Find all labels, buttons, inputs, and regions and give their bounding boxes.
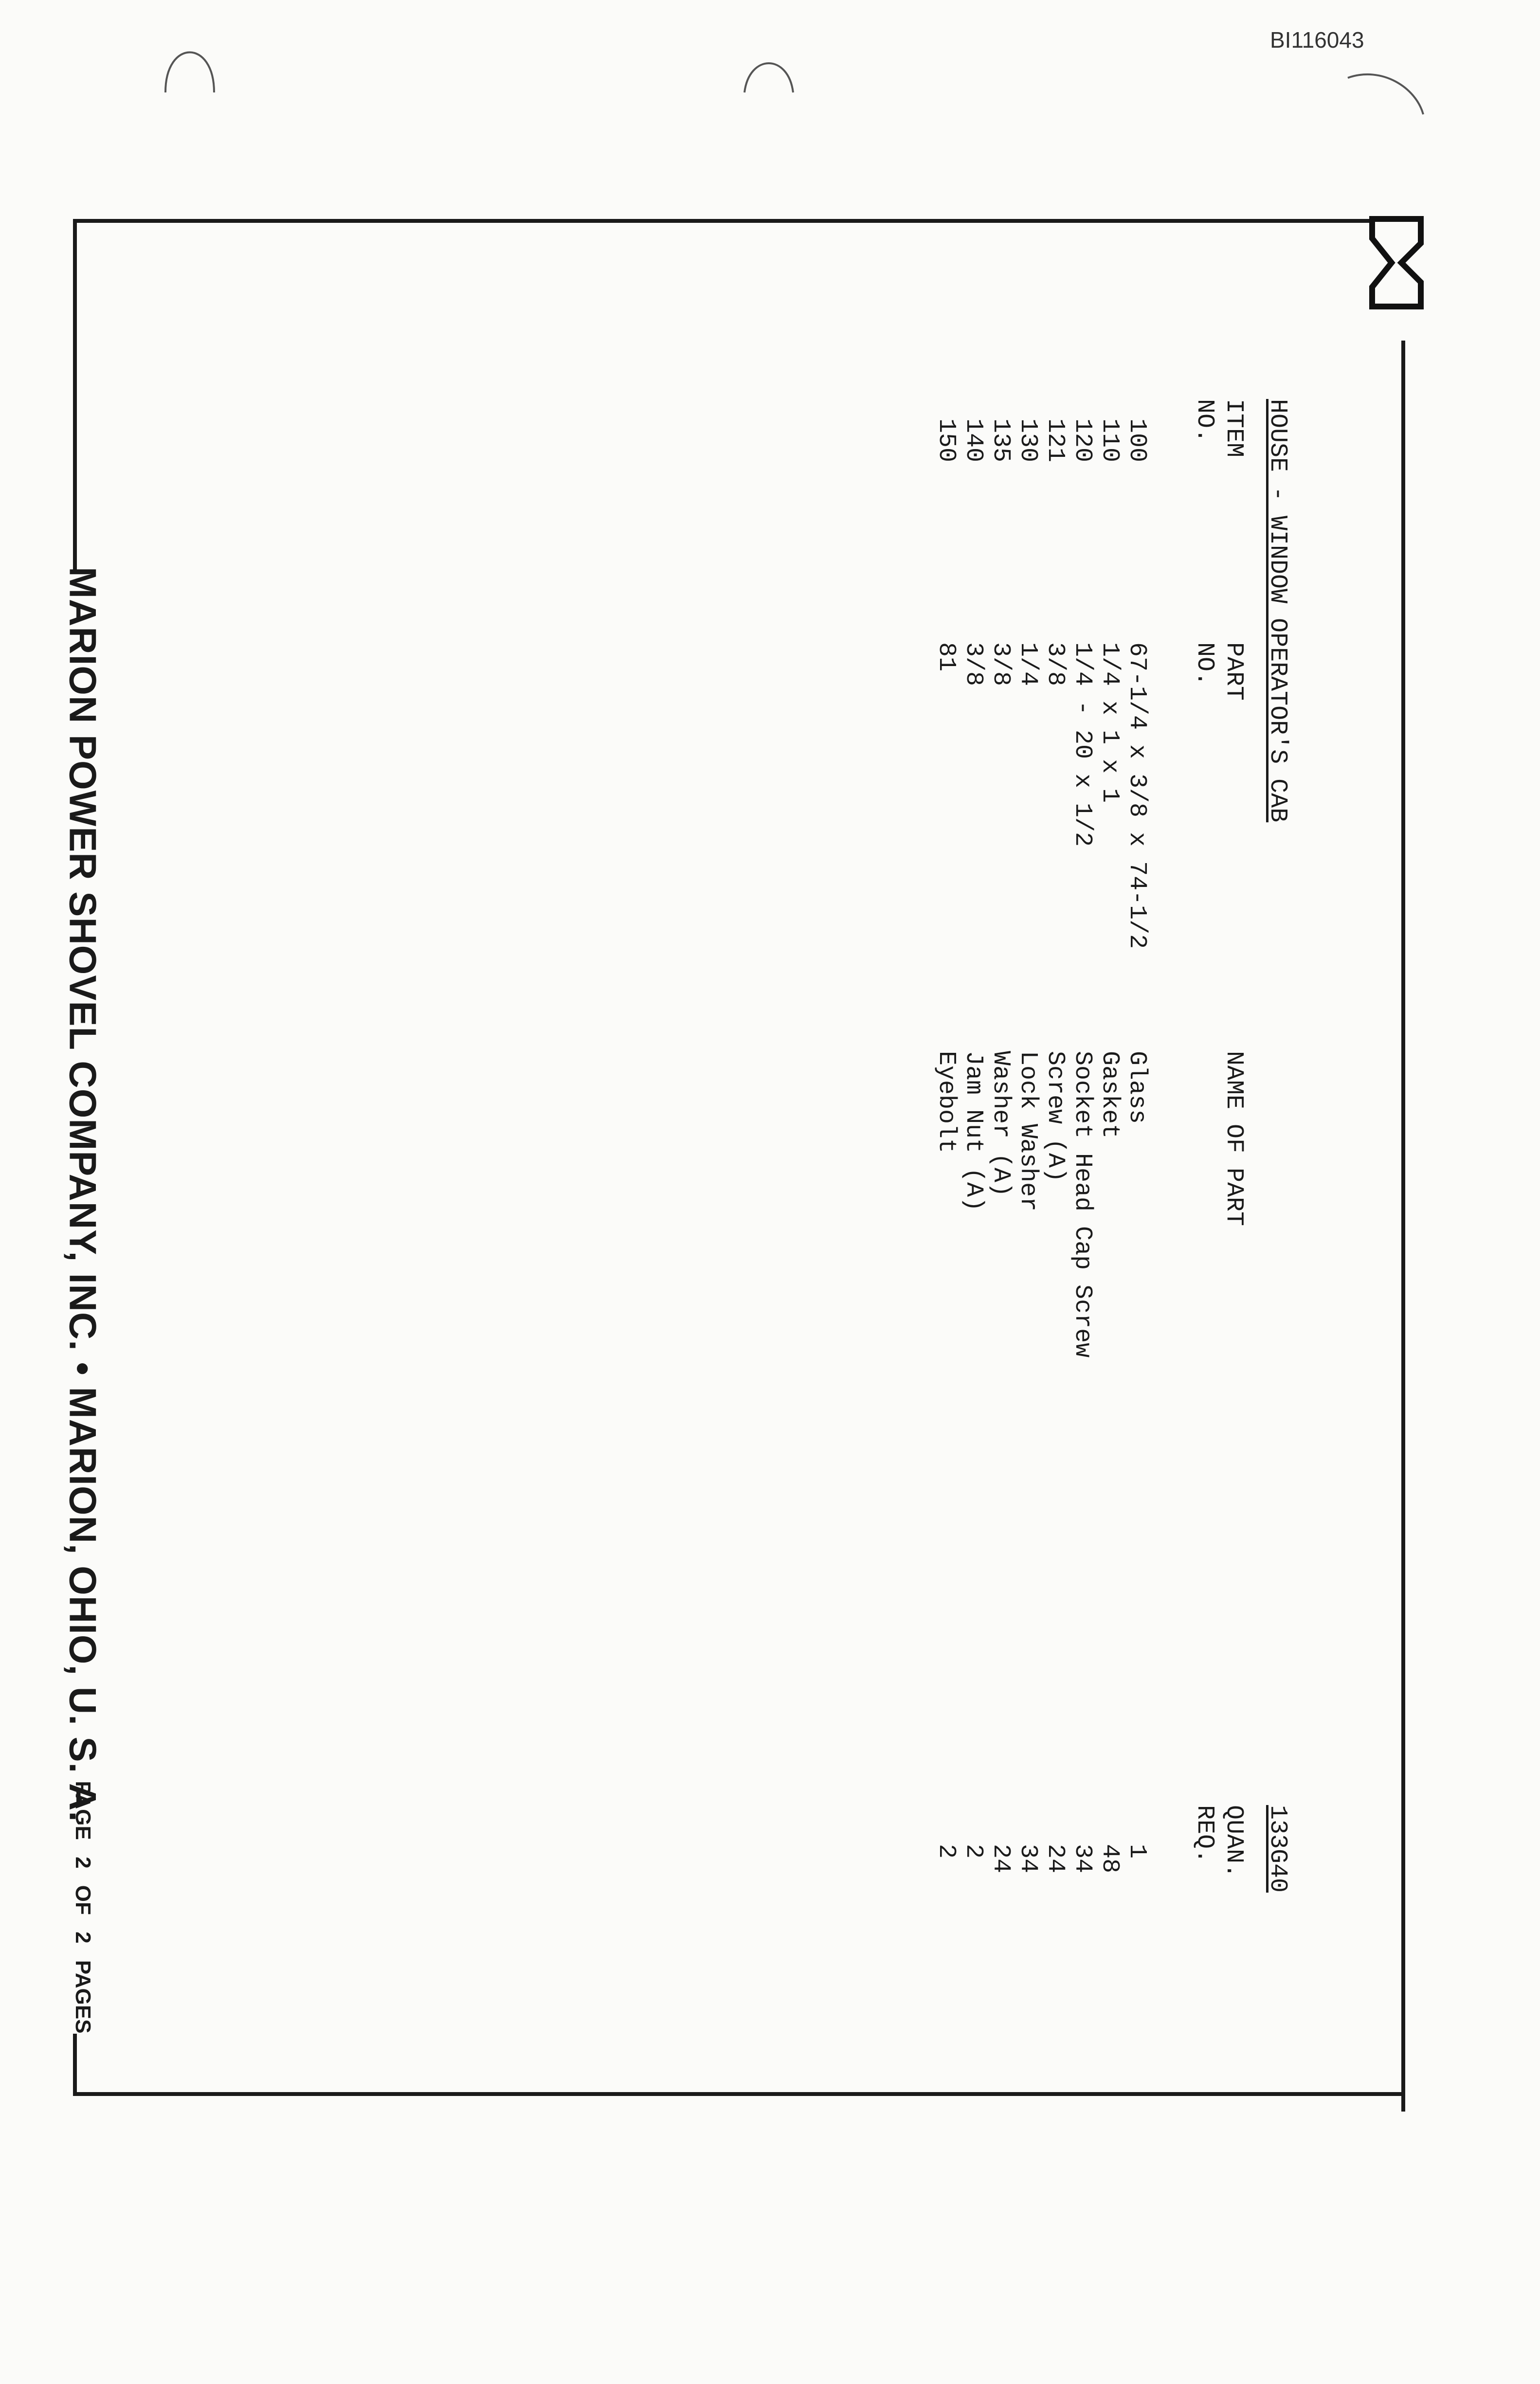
part-name-cell: Washer (A) bbox=[987, 1051, 1015, 1197]
part-no-cell: 3/8 bbox=[960, 642, 987, 686]
part-no-cell: 3/8 bbox=[987, 642, 1015, 686]
quantity-cell: 24 bbox=[1041, 1844, 1069, 1874]
part-no-cell: 1/4 x 1 x 1 bbox=[1096, 642, 1123, 803]
part-name-cell: Lock Washer bbox=[1014, 1051, 1042, 1212]
table-row bbox=[1013, 389, 1042, 2092]
part-code: 133G40 bbox=[1264, 1805, 1291, 1893]
frame-left-lower bbox=[73, 2034, 77, 2096]
part-name-cell: Gasket bbox=[1096, 1051, 1123, 1139]
quantity-cell: 2 bbox=[960, 1844, 987, 1859]
table-row bbox=[1067, 389, 1096, 2092]
table-row bbox=[1094, 389, 1123, 2092]
parts-list bbox=[822, 389, 1309, 2189]
item-no-cell: 150 bbox=[932, 418, 960, 463]
header-item: ITEM bbox=[1220, 399, 1248, 458]
item-no-cell: 100 bbox=[1123, 418, 1151, 463]
header-part-no: NO. bbox=[1191, 642, 1218, 686]
part-name-cell: Jam Nut (A) bbox=[960, 1051, 987, 1212]
part-name-cell: Socket Head Cap Screw bbox=[1069, 1051, 1096, 1358]
part-name-cell: Eyebolt bbox=[932, 1051, 960, 1154]
table-row bbox=[958, 389, 987, 2092]
item-no-cell: 121 bbox=[1041, 418, 1069, 463]
header-quan: QUAN. bbox=[1220, 1805, 1248, 1878]
quantity-cell: 24 bbox=[987, 1844, 1015, 1874]
quantity-cell: 1 bbox=[1123, 1844, 1151, 1859]
part-no-cell: 3/8 bbox=[1041, 642, 1069, 686]
header-name: NAME OF PART bbox=[1220, 1051, 1248, 1227]
item-no-cell: 120 bbox=[1069, 418, 1096, 463]
binder-hole-left bbox=[161, 29, 219, 97]
part-name-cell: Screw (A) bbox=[1041, 1051, 1069, 1183]
frame-right bbox=[1401, 341, 1405, 2112]
frame-top bbox=[73, 219, 1372, 223]
item-no-cell: 140 bbox=[960, 418, 987, 463]
part-name-cell: Glass bbox=[1123, 1051, 1151, 1124]
section-title: HOUSE - WINDOW OPERATOR'S CAB bbox=[1264, 399, 1291, 823]
quantity-cell: 34 bbox=[1069, 1844, 1096, 1874]
binder-hole-center bbox=[740, 44, 798, 97]
item-no-cell: 130 bbox=[1014, 418, 1042, 463]
item-no-cell: 110 bbox=[1096, 418, 1123, 463]
part-no-cell: 1/4 bbox=[1014, 642, 1042, 686]
binder-hole-right bbox=[1343, 68, 1431, 122]
part-no-cell: 81 bbox=[932, 642, 960, 672]
table-row bbox=[1040, 389, 1069, 2092]
item-no-cell: 135 bbox=[987, 418, 1015, 463]
table-row bbox=[985, 389, 1015, 2092]
frame-left-upper bbox=[73, 219, 77, 574]
quantity-cell: 2 bbox=[932, 1844, 960, 1859]
page-number: PAGE 2 OF 2 PAGES bbox=[71, 1781, 95, 2034]
document-id: BI116043 bbox=[1270, 27, 1364, 53]
company-footer: MARION POWER SHOVEL COMPANY, INC. • MARION, OHIO, U. S. A. bbox=[61, 566, 105, 1823]
table-row bbox=[931, 389, 960, 2092]
part-no-cell: 67-1/4 x 3/8 x 74-1/2 bbox=[1123, 642, 1151, 949]
header-part: PART bbox=[1220, 642, 1248, 701]
header-req: REQ. bbox=[1191, 1805, 1218, 1864]
company-logo bbox=[1362, 214, 1431, 311]
table-row bbox=[1122, 389, 1151, 2092]
quantity-cell: 34 bbox=[1014, 1844, 1042, 1874]
header-item-no: NO. bbox=[1191, 399, 1218, 443]
quantity-cell: 48 bbox=[1096, 1844, 1123, 1874]
part-no-cell: 1/4 - 20 x 1/2 bbox=[1069, 642, 1096, 847]
